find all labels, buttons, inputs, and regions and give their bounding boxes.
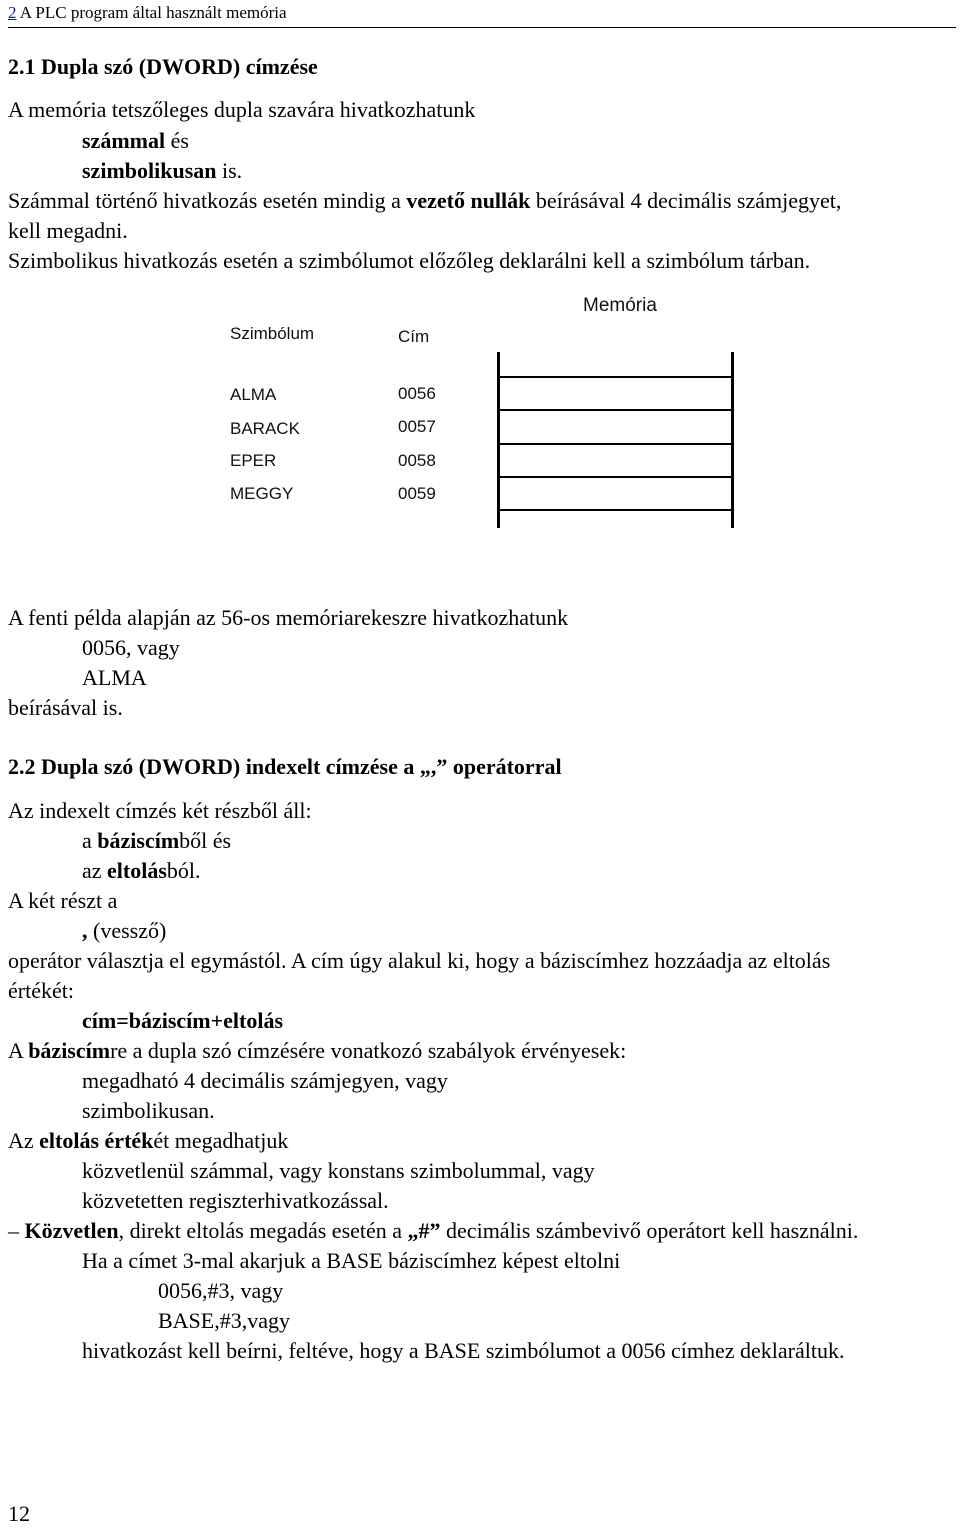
example-line: ALMA bbox=[82, 665, 147, 690]
paragraph-line: beírásával is. bbox=[8, 695, 123, 720]
text-span: beírásával 4 decimális számjegyet, bbox=[530, 188, 842, 213]
paragraph-line: hivatkozást kell beírni, feltéve, hogy a BASE szimbólumot a 0056 címhez deklaráltuk. bbox=[82, 1338, 845, 1363]
diagram-symbol: BARACK bbox=[230, 419, 300, 438]
text-span: Számmal történő hivatkozás esetén mindig a bbox=[8, 188, 407, 213]
diagram-symbol: EPER bbox=[230, 451, 277, 470]
diagram-address: 0057 bbox=[398, 417, 436, 436]
diagram-address: 0059 bbox=[398, 484, 436, 503]
text-span: is. bbox=[216, 158, 243, 183]
list-item-symbolic bbox=[82, 156, 242, 186]
paragraph-line: A két részt a bbox=[8, 888, 118, 913]
example-line: BASE,#3,vagy bbox=[158, 1308, 290, 1333]
diagram-memory-label: Memória bbox=[583, 295, 657, 316]
diagram-column-address: Cím bbox=[398, 327, 430, 346]
memory-cell-divider bbox=[500, 443, 731, 445]
formula-line bbox=[82, 1006, 283, 1036]
section-heading-2-2: 2.2 Dupla szó (DWORD) indexelt címzése a „,” operátorral bbox=[8, 754, 562, 779]
text-span: ét megadhatjuk bbox=[153, 1128, 289, 1153]
paragraph-line: Ha a címet 3-mal akarjuk a BASE báziscímhez képest eltolni bbox=[82, 1248, 621, 1273]
diagram-address: 0058 bbox=[398, 451, 436, 470]
text-span: A bbox=[8, 1038, 29, 1063]
diagram-address: 0056 bbox=[398, 384, 436, 403]
bold-term: Közvetlen bbox=[24, 1218, 119, 1243]
paragraph-line: Szimbolikus hivatkozás esetén a szimbólumot előzőleg deklarálni kell a szimbólum tárban. bbox=[8, 248, 811, 273]
bold-term: báziscím bbox=[28, 1038, 111, 1063]
paragraph-line bbox=[8, 1036, 626, 1066]
text-span: és bbox=[165, 128, 189, 153]
paragraph-line bbox=[8, 1216, 858, 1246]
paragraph-line: kell megadni. bbox=[8, 218, 128, 243]
diagram-symbol: MEGGY bbox=[230, 484, 294, 503]
paragraph-line: operátor választja el egymástól. A cím úgy alakul ki, hogy a báziscímhez hozzáadja az eltolás bbox=[8, 948, 831, 973]
bold-term: báziscím bbox=[97, 828, 180, 853]
bold-term: „#” bbox=[407, 1218, 441, 1243]
memory-block bbox=[497, 352, 734, 528]
diagram-column-symbol: Szimbólum bbox=[230, 324, 315, 343]
section-heading-2-1: 2.1 Dupla szó (DWORD) címzése bbox=[8, 54, 318, 79]
chapter-title: A PLC program által használt memória bbox=[16, 3, 287, 22]
text-span: ból. bbox=[166, 858, 201, 883]
text-span: Az bbox=[8, 1128, 40, 1153]
text-span: (vessző) bbox=[87, 918, 167, 943]
page-number: 12 bbox=[8, 1501, 30, 1526]
chapter-number-link[interactable]: 2 bbox=[8, 3, 17, 22]
paragraph-line: A fenti példa alapján az 56-os memóriarekeszre hivatkozhatunk bbox=[8, 605, 569, 630]
text-span: decimális számbevivő operátort kell használni. bbox=[440, 1218, 859, 1243]
example-line: 0056, vagy bbox=[82, 635, 180, 660]
text-span: az bbox=[82, 858, 108, 883]
text-span: re a dupla szó címzésére vonatkozó szabályok érvényesek: bbox=[110, 1038, 627, 1063]
example-line: 0056,#3, vagy bbox=[158, 1278, 284, 1303]
bold-term: szimbolikusan bbox=[82, 158, 217, 183]
text-span: a bbox=[82, 828, 98, 853]
memory-cell-divider bbox=[500, 409, 731, 411]
list-item-offset bbox=[82, 856, 201, 886]
header-rule bbox=[8, 27, 956, 28]
paragraph-line bbox=[8, 1126, 288, 1156]
diagram-symbol: ALMA bbox=[230, 385, 277, 404]
memory-cell-divider bbox=[500, 509, 731, 511]
bold-term: eltolás érték bbox=[39, 1128, 154, 1153]
bold-term: eltolás bbox=[107, 858, 167, 883]
paragraph-line: értékét: bbox=[8, 978, 74, 1003]
memory-cell-divider bbox=[500, 376, 731, 378]
paragraph-line: A memória tetszőleges dupla szavára hivatkozhatunk bbox=[8, 97, 476, 122]
list-item: közvetetten regiszterhivatkozással. bbox=[82, 1188, 389, 1213]
list-item: megadható 4 decimális számjegyen, vagy bbox=[82, 1068, 448, 1093]
memory-cell-divider bbox=[500, 476, 731, 478]
list-item: közvetlenül számmal, vagy konstans szimbolummal, vagy bbox=[82, 1158, 595, 1183]
text-span: ből és bbox=[179, 828, 232, 853]
bold-term: , bbox=[82, 918, 88, 943]
list-item-base bbox=[82, 826, 231, 856]
bold-term: számmal bbox=[82, 128, 166, 153]
paragraph-line bbox=[8, 186, 841, 216]
formula: cím=báziscím+eltolás bbox=[82, 1008, 284, 1033]
bold-term: vezető nullák bbox=[406, 188, 531, 213]
paragraph-line: Az indexelt címzés két részből áll: bbox=[8, 798, 312, 823]
text-span: , direkt eltolás megadás esetén a bbox=[118, 1218, 408, 1243]
running-header bbox=[8, 0, 287, 26]
list-item: szimbolikusan. bbox=[82, 1098, 215, 1123]
list-item-number bbox=[82, 126, 189, 156]
text-span: – bbox=[8, 1218, 25, 1243]
list-item-comma bbox=[82, 916, 166, 946]
